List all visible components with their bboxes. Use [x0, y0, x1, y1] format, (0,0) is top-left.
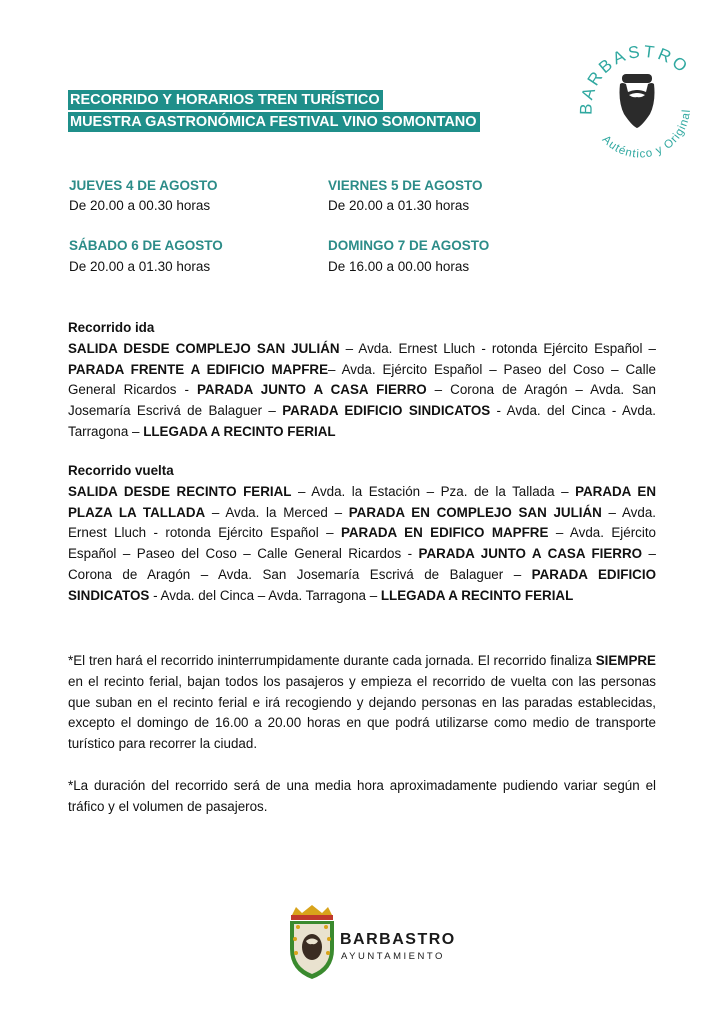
document-title-line-1: RECORRIDO Y HORARIOS TREN TURÍSTICO	[68, 90, 383, 110]
schedule-hours-3: De 20.00 a 01.30 horas	[69, 259, 211, 274]
document-title-line-2: MUESTRA GASTRONÓMICA FESTIVAL VINO SOMONTANO	[68, 112, 480, 132]
schedule-day-1: JUEVES 4 DE AGOSTO	[69, 178, 218, 193]
schedule-hours-1: De 20.00 a 00.30 horas	[69, 198, 211, 213]
route-outbound-section	[68, 318, 656, 443]
schedule-hours-2: De 20.00 a 01.30 horas	[328, 198, 470, 213]
schedule-day-3: SÁBADO 6 DE AGOSTO	[69, 238, 223, 253]
schedule-day-4: DOMINGO 7 DE AGOSTO	[328, 238, 490, 253]
route-outbound-title: Recorrido ida	[68, 320, 155, 335]
schedule-hours-4: De 16.00 a 00.00 horas	[328, 259, 470, 274]
barbastro-badge-logo	[570, 40, 710, 160]
footer-name: BARBASTRO	[340, 931, 456, 948]
note-operation-text: *El tren hará el recorrido ininterrumpidamente durante cada jornada. El recorrido finaliza SIEMPRE en el recinto ferial, bajan todos los pasajeros y empieza el recorrido de vuelta con las personas que suban en el recinto ferial e irá recogiendo y dejando personas en las paradas establecidas, excepto el domingo de 16.00 a 20.00 horas en que podrá utilizarse como medio de transporte turístico para recorrer la ciudad.	[68, 653, 656, 752]
route-return-text: SALIDA DESDE RECINTO FERIAL – Avda. la Estación – Pza. de la Tallada – PARADA EN PLAZA LA TALLADA – Avda. la Merced – PARADA EN COMPLEJO SAN JULIÁN – Avda. Ernest Lluch - rotonda Ejército Español – PARADA EN EDIFICO MAPFRE – Avda. Ejército Español – Paseo del Coso – Calle General Ricardos - PARADA JUNTO A CASA FIERRO – Corona de Aragón – Avda. San Josemaría Escrivá de Balaguer – PARADA EDIFICIO SINDICATOS - Avda. del Cinca – Avda. Tarragona – LLEGADA A RECINTO FERIAL	[68, 483, 656, 603]
badge-name: BARBASTRO	[576, 41, 694, 116]
note-operation	[68, 651, 656, 755]
route-return-title: Recorrido vuelta	[68, 463, 174, 478]
badge-tagline: Auténtico y Original	[599, 108, 694, 160]
footer-subtitle: AYUNTAMIENTO	[341, 951, 445, 962]
coat-of-arms-icon	[286, 905, 338, 980]
route-outbound-text: SALIDA DESDE COMPLEJO SAN JULIÁN – Avda. Ernest Lluch - rotonda Ejército Español – PARADA FRENTE A EDIFICIO MAPFRE– Avda. Ejército Español – Paseo del Coso – Calle General Ricardos - PARADA JUNTO A CASA FIERRO – Corona de Aragón – Avda. San Josemaría Escrivá de Balaguer – PARADA EDIFICIO SINDICATOS - Avda. del Cinca - Avda. Tarragona – LLEGADA A RECINTO FERIAL	[68, 340, 656, 439]
route-return-section	[68, 461, 656, 607]
note-duration-text: *La duración del recorrido será de una media hora aproximadamente pudiendo variar según el tráfico y el volumen de pasajeros.	[68, 778, 656, 814]
schedule-day-2: VIERNES 5 DE AGOSTO	[328, 178, 483, 193]
bearded-face-icon	[620, 74, 655, 128]
note-duration	[68, 776, 656, 818]
